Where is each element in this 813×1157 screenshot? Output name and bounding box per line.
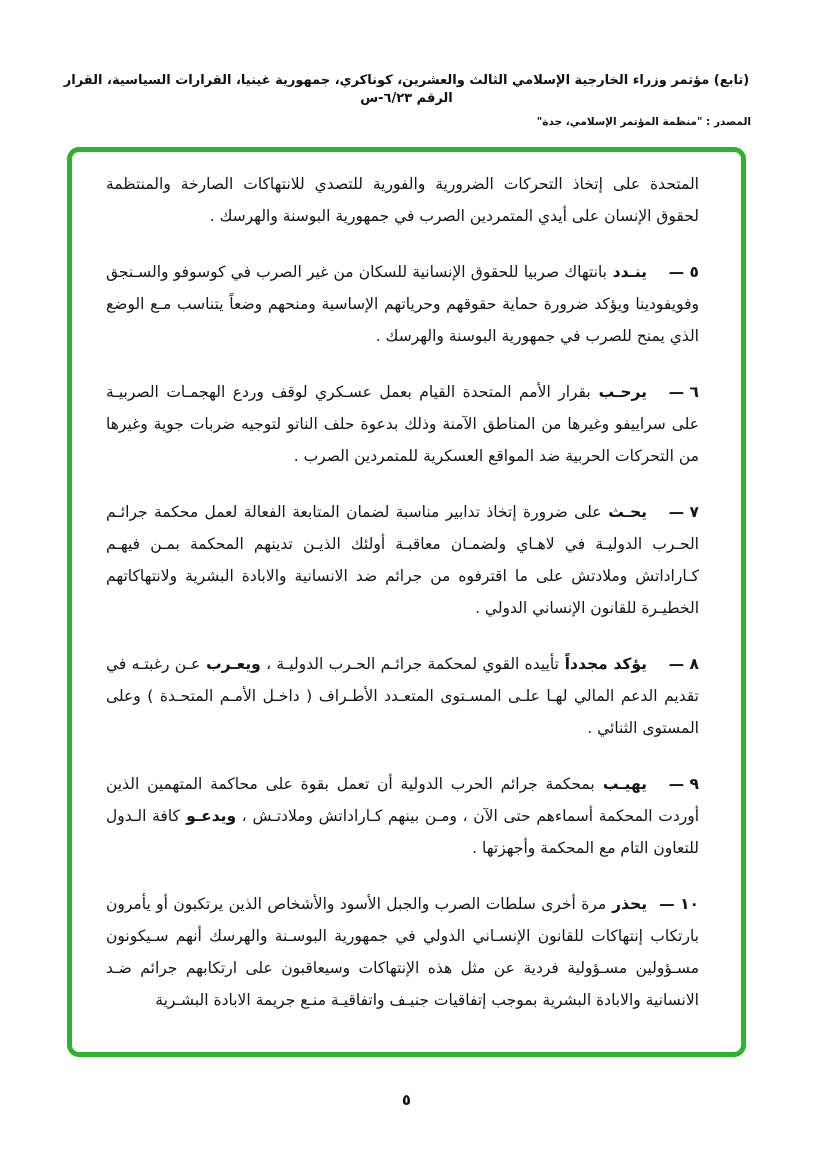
item-number: ١٠ — [659, 895, 699, 913]
item-text: تأييده القوي لمحكمة جرائـم الحـرب الدوليـة ، [260, 655, 559, 673]
intro-text: المتحدة على إتخاذ التحركات الضرورية والفورية للتصدي للانتهاكات الصارخة والمنتظمة لحقوق الإنسان على أيدي المتمردين الصرب في جمهورية البوسنة والهرسك . [106, 175, 699, 225]
resolution-item [106, 648, 699, 744]
resolution-item [106, 256, 699, 352]
item-keyword: يهيـب [594, 775, 647, 793]
item-number: ٧ — [668, 503, 699, 521]
item-number: ٦ — [668, 383, 699, 401]
resolution-body [106, 168, 699, 1016]
resolution-item [106, 768, 699, 864]
resolution-items [106, 256, 699, 1016]
item-text: على ضرورة إتخاذ تدابير مناسبة لضمان المتابعة الفعالة لعمل محكمة جرائـم الحـرب الدوليـة في لاهـاي ولضمـان معاقبـة أولئك الذيـن تدينهم المحكمة بمـن فيهـم كـاراداتش وملادتش على ما اقترفوه من جرائم ضد الانسانية والابادة البشرية ولانتهاكاتهم الخطيـرة للقانون الإنساني الدولي . [106, 503, 699, 617]
resolution-item [106, 376, 699, 472]
content-highlight-box [67, 147, 746, 1057]
item-keyword: يحـث [601, 503, 648, 521]
item-keyword: يحذر [606, 895, 648, 913]
item-keyword: يؤكد مجدداً [558, 655, 647, 673]
document-header [62, 72, 751, 128]
page-footer [0, 1091, 813, 1109]
intro-paragraph [106, 168, 699, 232]
item-number: ٥ — [668, 263, 699, 281]
item-keyword: ويعـرب [200, 655, 261, 673]
document-source: المصدر : "منظمة المؤتمر الإسلامي، جدة" [536, 116, 751, 129]
item-text: عـن رغبتـه في تقديم الدعم المالي لهـا علـى المسـتوى المتعـدد الأطـراف ( داخـل الأمـم المتحـدة ) وعلى المستوى الثنائي . [106, 655, 699, 737]
item-keyword: يرحـب [590, 383, 647, 401]
item-keyword: ويدعـو [179, 807, 237, 825]
item-text: بقرار الأمم المتحدة القيام بعمل عسـكري لوقف وردع الهجمـات الصربيـة على سراييفو وغيرها من المناطق الآمنة وذلك بدعوة حلف الناتو لتوجيه ضربات جوية وغيرها من التحركات الحربية ضد المواقع العسكرية للمتمردين الصرب . [106, 383, 699, 465]
item-keyword: ينـدد [607, 263, 648, 281]
item-number: ٨ — [668, 655, 699, 673]
page-number: ٥ [401, 1091, 412, 1109]
resolution-item [106, 888, 699, 1016]
item-number: ٩ — [668, 775, 699, 793]
item-text: كافة الـدول للتعاون التام مع المحكمة وأجهزتها . [106, 807, 699, 857]
item-text: مرة أخرى سلطات الصرب والجبل الأسود والأشخاص الذين يرتكبون أو يأمرون بارتكاب إنتهاكات للقانون الإنسـاني الدولي في جمهورية البوسـنة والهرسك أنهم سـيكونون مسـؤولين مسـؤولية فردية عن مثل هذه الإنتهاكات وسيعاقبون على ارتكابهم جرائم ضـد الانسانية والابادة البشرية بموجب إتفاقيات جنيـف واتفاقيـة منـع جريمة الابادة البشـرية [106, 895, 699, 1009]
document-title: (تابع) مؤتمر وزراء الخارجية الإسلامي الثالث والعشرين، كوناكري، جمهورية غينيا، القرارات السياسية، القرار الرقم ٦/٢٣-س [63, 73, 750, 107]
resolution-item [106, 496, 699, 624]
item-text: بمحكمة جرائم الحرب الدولية أن تعمل بقوة على محاكمة المتهمين الذين أوردت المحكمة أسماءهم حتى الآن ، ومـن بينهم كـاراداتش وملادتـش ، [106, 775, 700, 825]
item-text: بانتهاك صربيا للحقوق الإنسانية للسكان من غير الصرب في كوسوفو والسـنجق وفويفودينا ويؤكد ضرورة حماية حقوقهم وحرياتهم الإساسية ومنحهم وضعاً يتناسب مـع الوضع الذي يمنح للصرب في جمهورية البوسنة والهرسك . [106, 263, 699, 345]
